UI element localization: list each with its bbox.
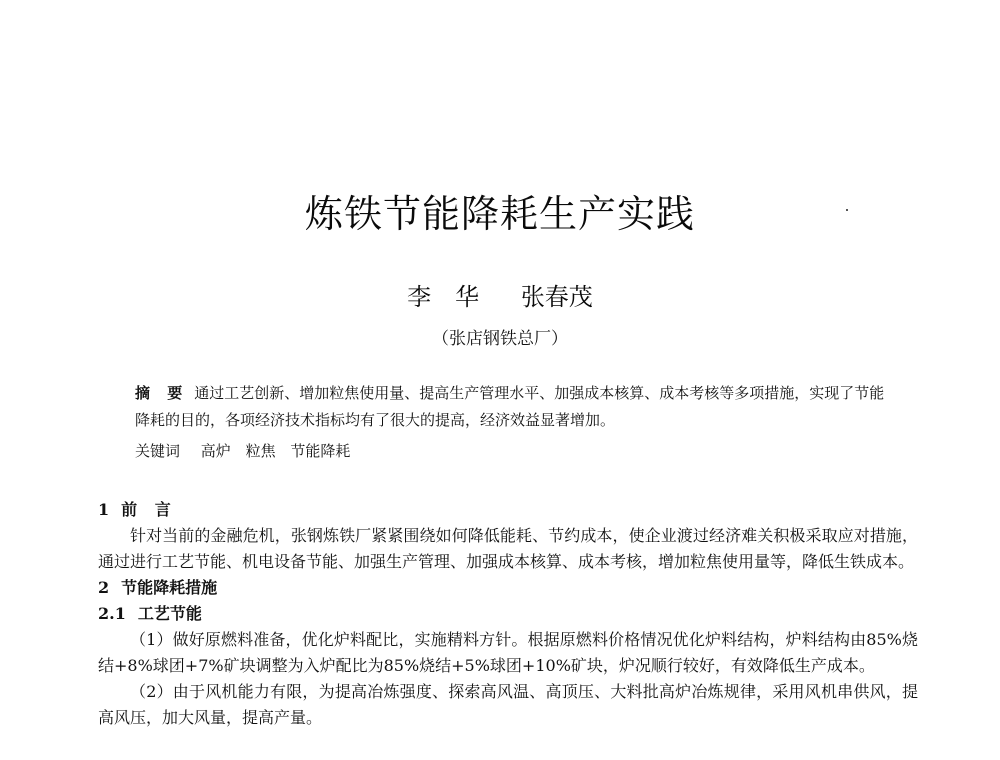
paper-title: 炼铁节能降耗生产实践 xyxy=(304,192,695,236)
section-2-1-title: 工艺节能 xyxy=(137,604,202,623)
scan-speck xyxy=(846,209,848,211)
abstract-text: 通过工艺创新、增加粒焦使用量、提高生产管理水平、加强成本核算、成本考核等多项措施，实现了节能降耗的目的，各项经济技术指标均有了很大的提高，经济效益显著增加。 xyxy=(135,384,885,429)
author-2: 张春茂 xyxy=(520,283,593,311)
section-2-heading xyxy=(98,575,918,601)
section-2-number: 2 xyxy=(98,578,110,597)
section-1-number: 1 xyxy=(98,500,110,519)
section-2-1-number: 2.1 xyxy=(98,604,126,623)
section-2-1-heading xyxy=(98,601,918,627)
keywords-label: 关键词 xyxy=(135,442,181,460)
section-1-title: 前 言 xyxy=(121,500,177,519)
keyword-2: 粒焦 xyxy=(245,442,276,460)
keyword-1: 高炉 xyxy=(200,442,231,460)
section-1-paragraph: 针对当前的金融危机，张钢炼铁厂紧紧围绕如何降低能耗、节约成本，使企业渡过经济难关积极采取应对措施，通过进行工艺节能、机电设备节能、加强生产管理、加强成本核算、成本考核，增加粒焦使用量等，降低生铁成本。 xyxy=(98,526,918,571)
keyword-3: 节能降耗 xyxy=(290,442,351,460)
keywords xyxy=(135,440,360,461)
paper-body xyxy=(98,497,918,731)
author-1: 李 华 xyxy=(407,283,480,311)
affiliation: （张店钢铁总厂） xyxy=(432,329,568,349)
paragraph-item-2: （2）由于风机能力有限，为提高冶炼强度、探索高风温、高顶压、大料批高炉冶炼规律，采用风机串供风，提高风压，加大风量，提高产量。 xyxy=(98,682,918,727)
abstract-label: 摘 要 xyxy=(135,384,189,402)
section-2-title: 节能降耗措施 xyxy=(121,578,218,597)
abstract xyxy=(135,380,895,434)
section-1-heading xyxy=(98,497,918,523)
paragraph-item-1: （1）做好原燃料准备，优化炉料配比，实施精料方针。根据原燃料价格情况优化炉料结构，炉料结构由85%烧结+8%球团+7%矿块调整为入炉配比为85%烧结+5%球团+10%矿块，炉况顺行较好，有效降低生产成本。 xyxy=(98,630,918,675)
author-list xyxy=(0,277,1000,312)
